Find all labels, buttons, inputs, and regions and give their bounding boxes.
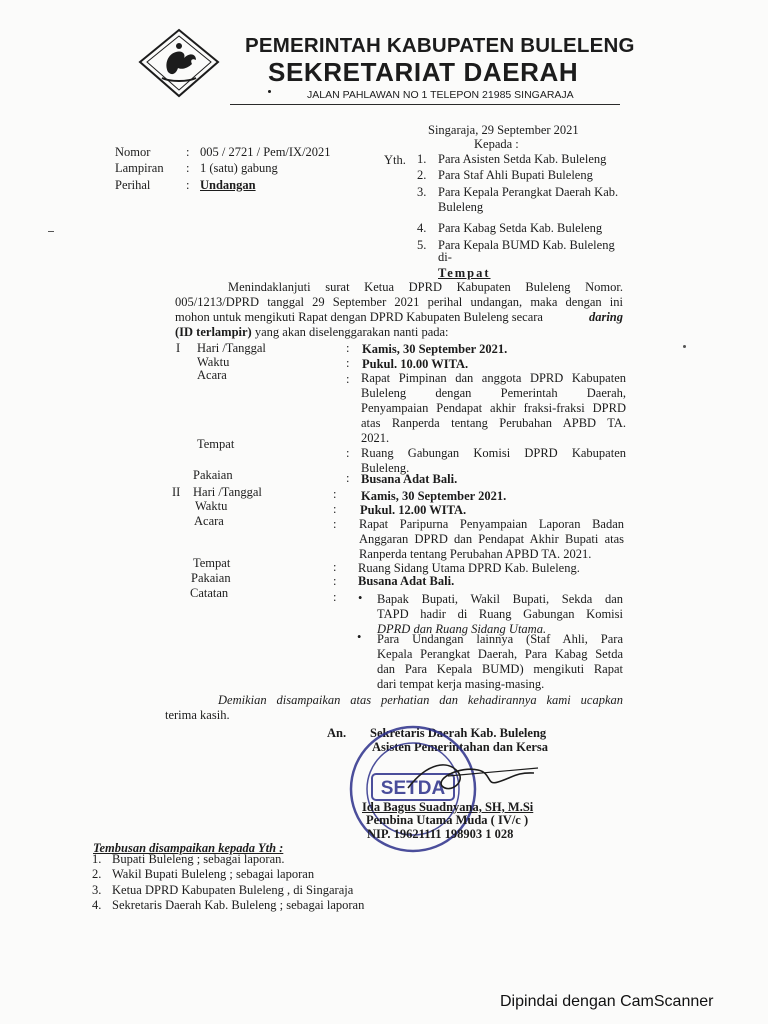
recipient-text: Para Kepala Perangkat Daerah Kab. Buleleng: [438, 185, 619, 214]
acara-line: Penyampaian Pendapat akhir fraksi-fraksi DPRD: [361, 401, 626, 415]
tembusan-list: [92, 852, 364, 914]
closing-paragraph: [165, 693, 623, 723]
agenda1-roman: I: [176, 341, 181, 355]
field-label: Perihal: [115, 178, 151, 192]
field-value: Undangan: [200, 178, 256, 192]
closing-text: Demikian disampaikan atas perhatian dan kehadirannya kami ucapkan: [218, 693, 623, 707]
agenda2-hari-label: Hari /Tanggal: [193, 485, 262, 499]
field-label: Lampiran: [115, 161, 164, 175]
intro-text: yang akan diselenggarakan nanti pada:: [251, 325, 449, 339]
tembusan-num: 4.: [92, 898, 102, 912]
regency-logo: [138, 28, 220, 98]
scan-mark: [683, 345, 686, 348]
recipient-text: Para Asisten Setda Kab. Buleleng: [438, 152, 607, 166]
intro-daring: daring: [588, 310, 623, 324]
colon: :: [346, 471, 350, 485]
tempat-line: Ruang Gabungan Komisi DPRD Kabupaten: [361, 446, 626, 460]
acara-line: Rapat Paripurna Penyampaian Laporan Badan: [359, 517, 624, 531]
agenda1-hari-label: Hari /Tanggal: [197, 341, 266, 355]
colon: :: [346, 446, 350, 460]
note-line: TAPD hadir di Ruang Gabungan Komisi: [377, 607, 623, 621]
recipient-item: [417, 168, 632, 185]
agenda1-waktu-label: Waktu: [197, 355, 230, 369]
tembusan-text: Bupati Buleleng ; sebagai laporan.: [112, 852, 285, 866]
colon: :: [333, 517, 337, 531]
signer-name: Ida Bagus Suadnyana, SH, M.Si: [362, 800, 534, 814]
recipient-item: [417, 152, 632, 168]
acara-line: 2021.: [361, 431, 390, 445]
agenda2-roman: II: [172, 485, 181, 499]
intro-text: mohon untuk mengikuti Rapat dengan DPRD Kabupaten Buleleng secara: [175, 310, 543, 324]
tembusan-num: 3.: [92, 883, 102, 897]
field-value: 005 / 2721 / Pem/IX/2021: [200, 145, 331, 159]
sign-title-l1: Sekretaris Daerah Kab. Buleleng: [370, 726, 547, 740]
note-item: [377, 592, 623, 637]
acara-line: atas Ranperda tentang Perubahan APBD TA.: [361, 416, 626, 430]
tembusan-text: Wakil Bupati Buleleng ; sebagai laporan: [112, 867, 315, 881]
field-nomor: [115, 145, 331, 161]
signer-nip: NIP. 19621111 198903 1 028: [367, 827, 514, 841]
field-value: 1 (satu) gabung: [200, 161, 278, 175]
field-label: Nomor: [115, 145, 151, 159]
note-line: DPRD dan Ruang Sidang Utama.: [377, 622, 547, 636]
agenda1-acara-label: Acara: [197, 368, 227, 382]
acara-line: Ranperda tentang Perubahan APBD TA. 2021.: [359, 547, 592, 561]
acara-line: Anggaran DPRD dan Pendapat Akhir Bupati atas: [359, 532, 624, 546]
recipient-item: [417, 185, 632, 221]
header-line2: SEKRETARIAT DAERAH: [268, 57, 579, 87]
sign-title-l2: Asisten Pemerintahan dan Kersa: [372, 740, 549, 754]
agenda2-tempat-value: Ruang Sidang Utama DPRD Kab. Buleleng.: [358, 561, 580, 575]
colon: :: [333, 574, 337, 588]
closing-line: terima kasih.: [165, 708, 230, 722]
tembusan-item: [92, 852, 364, 867]
note-item: [377, 632, 623, 692]
colon: :: [346, 341, 350, 355]
intro-text: 005/1213/DPRD tanggal 29 September 2021 perihal undangan, maka dengan ini: [175, 295, 623, 309]
colon: :: [333, 487, 337, 501]
scan-mark: [48, 231, 54, 232]
intro-text: Menindaklanjuti surat Ketua DPRD Kabupaten Buleleng Nomor.: [228, 280, 623, 294]
agenda1-pakaian-label: Pakaian: [193, 468, 233, 482]
note-line: Kepala Perangkat Daerah, Para Kabag Setda: [377, 647, 623, 661]
note-line: dari tempat kerja masing-masing.: [377, 677, 545, 691]
tembusan-num: 2.: [92, 867, 102, 881]
note-bullet: •: [357, 630, 362, 644]
colon: :: [346, 372, 350, 386]
colon: :: [333, 590, 337, 604]
agenda2-pakaian-label: Pakaian: [191, 571, 231, 585]
tembusan-item: [92, 898, 364, 914]
agenda1-tempat-label: Tempat: [197, 437, 235, 451]
field-colon: :: [186, 161, 190, 175]
field-lampiran: [115, 161, 331, 178]
recipient-num: 5.: [417, 238, 427, 252]
tempat-heading: Tempat: [438, 266, 491, 280]
colon: :: [346, 356, 350, 370]
recipient-num: 3.: [417, 185, 427, 199]
letter-fields: [115, 145, 331, 194]
agenda1-hari-value: Kamis, 30 September 2021.: [362, 342, 508, 356]
recipient-item: [417, 221, 632, 238]
note-line: Para Undangan lainnya (Staf Ahli, Para: [377, 632, 623, 646]
stamp-text: SETDA: [380, 778, 446, 799]
acara-line: Buleleng dengan Pemerintah Daerah,: [361, 386, 626, 400]
agenda2-hari-value: Kamis, 30 September 2021.: [361, 489, 507, 503]
agenda1-acara-value: [361, 371, 626, 446]
colon: :: [333, 560, 337, 574]
field-colon: :: [186, 145, 190, 159]
tembusan-num: 1.: [92, 852, 102, 866]
recipient-text: Para Kabag Setda Kab. Buleleng: [438, 221, 603, 235]
intro-line: [175, 280, 623, 295]
tempat-line: Buleleng.: [361, 461, 410, 475]
recipient-num: 4.: [417, 221, 427, 235]
note-line: Bapak Bupati, Wakil Bupati, Sekda dan: [377, 592, 623, 606]
an-label: An.: [327, 726, 347, 740]
signer-rank: Pembina Utama Muda ( IV/c ): [366, 813, 529, 827]
intro-line: [175, 310, 623, 325]
yth-label: Yth.: [384, 153, 406, 167]
tembusan-text: Ketua DPRD Kabupaten Buleleng , di Singaraja: [112, 883, 354, 897]
header-line1: PEMERINTAH KABUPATEN BULELENG: [245, 34, 635, 57]
camscanner-footer: Dipindai dengan CamScanner: [500, 993, 714, 1010]
kepada-label: Kepada :: [474, 137, 519, 151]
intro-id: (ID terlampir): [175, 325, 252, 339]
tembusan-text: Sekretaris Daerah Kab. Buleleng ; sebagai laporan: [112, 898, 365, 912]
intro-paragraph: [175, 280, 623, 340]
header-dot: [268, 90, 271, 93]
field-perihal: [115, 178, 331, 194]
agenda2-tempat-label: Tempat: [193, 556, 231, 570]
tembusan-item: [92, 867, 364, 883]
agenda2-waktu-value: Pukul. 12.00 WITA.: [360, 503, 467, 517]
agenda1-pakaian-value: Busana Adat Bali.: [361, 472, 458, 486]
di-label: di-: [438, 250, 452, 264]
note-bullet: •: [358, 591, 363, 605]
note-line: dan Para Kepala BUMD) mengikuti Rapat: [377, 662, 623, 676]
header-rule: [230, 104, 620, 105]
recipient-text: Para Staf Ahli Bupati Buleleng: [438, 168, 593, 182]
agenda2-acara-label: Acara: [194, 514, 224, 528]
intro-line: [175, 295, 623, 310]
recipient-text: Para Kepala BUMD Kab. Buleleng: [438, 238, 615, 252]
field-colon: :: [186, 178, 190, 192]
agenda2-catatan-label: Catatan: [190, 586, 229, 600]
agenda2-waktu-label: Waktu: [195, 499, 228, 513]
agenda2-acara-value: [359, 517, 624, 562]
recipient-num: 1.: [417, 152, 427, 166]
agenda1-waktu-value: Pukul. 10.00 WITA.: [362, 357, 469, 371]
tembusan-title: Tembusan disampaikan kepada Yth :: [93, 841, 284, 855]
acara-line: Rapat Pimpinan dan anggota DPRD Kabupaten: [361, 371, 626, 385]
intro-line: [175, 325, 623, 340]
recipient-list: [417, 152, 632, 254]
header-address: JALAN PAHLAWAN NO 1 TELEPON 21985 SINGARAJA: [307, 89, 574, 101]
recipient-num: 2.: [417, 168, 427, 182]
agenda2-pakaian-value: Busana Adat Bali.: [358, 574, 455, 588]
colon: :: [333, 502, 337, 516]
place-date: Singaraja, 29 September 2021: [428, 123, 579, 137]
closing-line: [165, 693, 623, 708]
tembusan-item: [92, 883, 364, 898]
